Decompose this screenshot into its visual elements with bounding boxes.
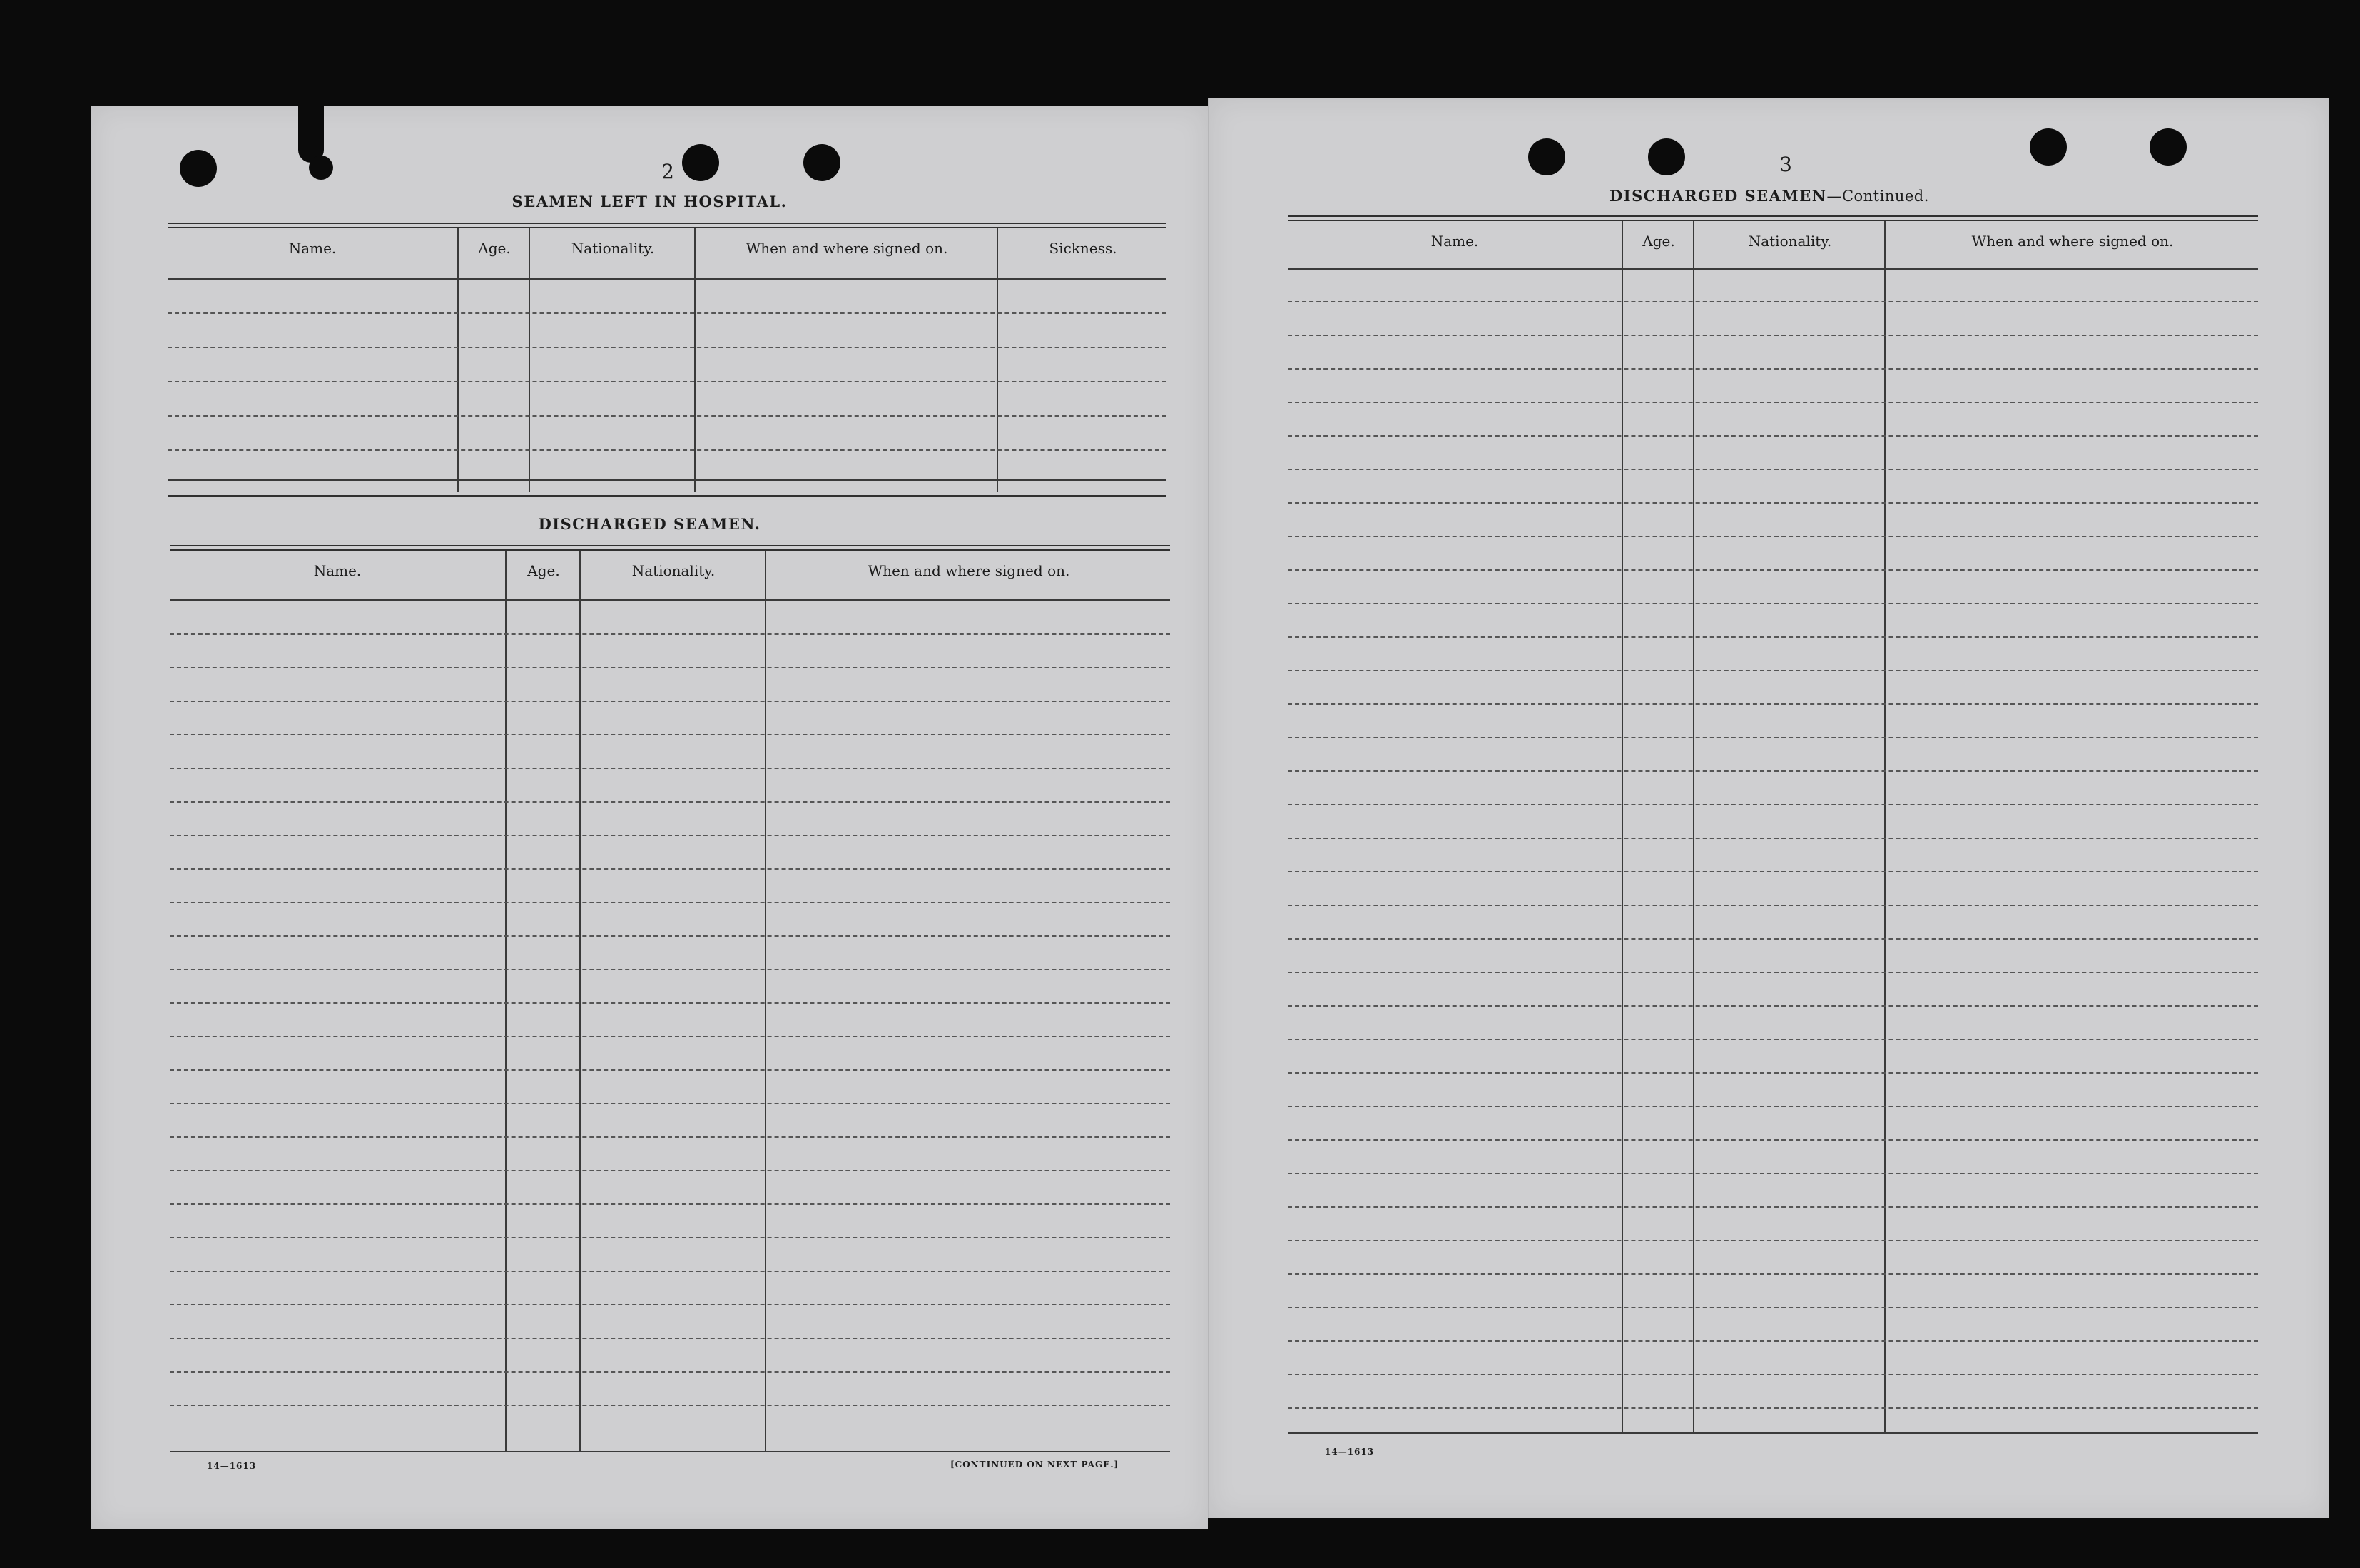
header-rule [1288,268,2258,270]
discharged-continued-table [1288,221,2258,1434]
column-header: Name. [288,240,337,257]
closing-rule [168,495,1166,497]
row-line [1288,1206,2258,1208]
column-header: Nationality. [631,562,716,579]
column-header: Name. [313,562,362,579]
column-age [457,228,530,492]
form-number: 14—1613 [1325,1447,1375,1457]
row-line [1288,636,2258,638]
column-header: Age. [1642,233,1675,250]
double-rule [168,223,1166,228]
continued-note: [CONTINUED ON NEXT PAGE.] [950,1460,1119,1470]
row-line [1288,603,2258,604]
row-line [1288,1307,2258,1308]
form-number: 14—1613 [207,1461,257,1471]
row-line [1288,670,2258,671]
row-line [170,1136,1170,1138]
bottom-rule [170,1451,1170,1452]
row-line [170,1069,1170,1071]
row-line [170,734,1170,735]
row-line [1288,770,2258,772]
column-nationality [529,228,696,492]
column-name [168,228,457,492]
row-line [170,935,1170,937]
row-line [170,902,1170,903]
row-line [1288,335,2258,336]
title-suffix: —Continued. [1826,188,1929,205]
column-name [1288,221,1622,1434]
column-header: Sickness. [1049,240,1117,257]
row-line [1288,435,2258,437]
left-page [91,106,1208,1529]
row-line [170,1036,1170,1037]
column-header: Nationality. [1748,233,1832,250]
row-line [1288,972,2258,973]
column-age [1622,221,1694,1434]
torn-edge [309,156,333,180]
punch-hole [180,150,217,187]
column-header: When and where signed on. [868,562,1070,579]
row-line [168,449,1166,451]
column-header: Nationality. [571,240,655,257]
row-line [170,969,1170,970]
row-line [170,801,1170,803]
hospital-section-title: SEAMEN LEFT IN HOSPITAL. [512,193,788,210]
row-line [170,1405,1170,1406]
column-age [505,551,581,1452]
row-line [170,633,1170,635]
row-line [170,1237,1170,1238]
punch-hole [1528,138,1565,175]
right-page [1208,98,2329,1518]
row-line [1288,1340,2258,1342]
row-line [168,312,1166,314]
row-line [1288,703,2258,705]
row-line [170,835,1170,836]
column-name [170,551,505,1452]
punch-hole [803,144,840,181]
column-signed-on [765,551,1171,1452]
row-line [1288,1240,2258,1241]
column-header: Name. [1430,233,1479,250]
punch-hole [2030,128,2067,166]
row-line [1288,1005,2258,1007]
row-line [1288,569,2258,571]
row-line [170,1103,1170,1104]
row-line [1288,1374,2258,1375]
row-line [1288,1106,2258,1107]
row-line [1288,1407,2258,1409]
bottom-rule [1288,1432,2258,1434]
row-line [168,347,1166,348]
column-sickness [997,228,1168,492]
row-line [1288,804,2258,805]
discharged-continued-title [1209,187,2329,205]
hospital-table [168,228,1166,492]
bottom-rule [168,479,1166,481]
title-main: DISCHARGED SEAMEN [1609,187,1827,205]
page-number: 2 [661,160,674,183]
column-header: When and where signed on. [1971,233,2174,250]
column-nationality [1693,221,1886,1434]
row-line [1288,1273,2258,1275]
punch-hole [1648,138,1685,175]
page-number: 3 [1779,153,1792,176]
row-line [1288,737,2258,738]
row-line [170,1304,1170,1305]
row-line [1288,536,2258,537]
row-line [1288,469,2258,470]
header-rule [168,278,1166,280]
row-line [170,868,1170,870]
row-line [170,1203,1170,1205]
row-line [1288,1173,2258,1174]
row-line [1288,402,2258,403]
column-signed-on [1884,221,2259,1434]
column-signed-on [694,228,998,492]
row-line [170,667,1170,668]
row-line [170,768,1170,769]
header-rule [170,599,1170,601]
double-rule [1288,215,2258,221]
row-line [170,1271,1170,1272]
column-header: Age. [527,562,560,579]
row-line [170,1338,1170,1339]
discharged-table [170,551,1170,1452]
punch-hole [2150,128,2187,166]
row-line [1288,1039,2258,1040]
row-line [1288,502,2258,504]
row-line [170,1002,1170,1004]
row-line [1288,368,2258,370]
column-header: Age. [478,240,511,257]
row-line [170,1371,1170,1373]
row-line [170,1170,1170,1171]
double-rule [170,545,1170,551]
row-line [168,415,1166,417]
row-line [1288,938,2258,940]
row-line [1288,1139,2258,1141]
torn-edge [298,98,324,163]
row-line [1288,905,2258,906]
row-line [168,381,1166,382]
row-line [170,701,1170,702]
row-line [1288,838,2258,839]
row-line [1288,871,2258,872]
row-line [1288,1072,2258,1074]
column-nationality [579,551,766,1452]
discharged-section-title: DISCHARGED SEAMEN. [538,515,761,533]
row-line [1288,301,2258,302]
column-header: When and where signed on. [746,240,948,257]
